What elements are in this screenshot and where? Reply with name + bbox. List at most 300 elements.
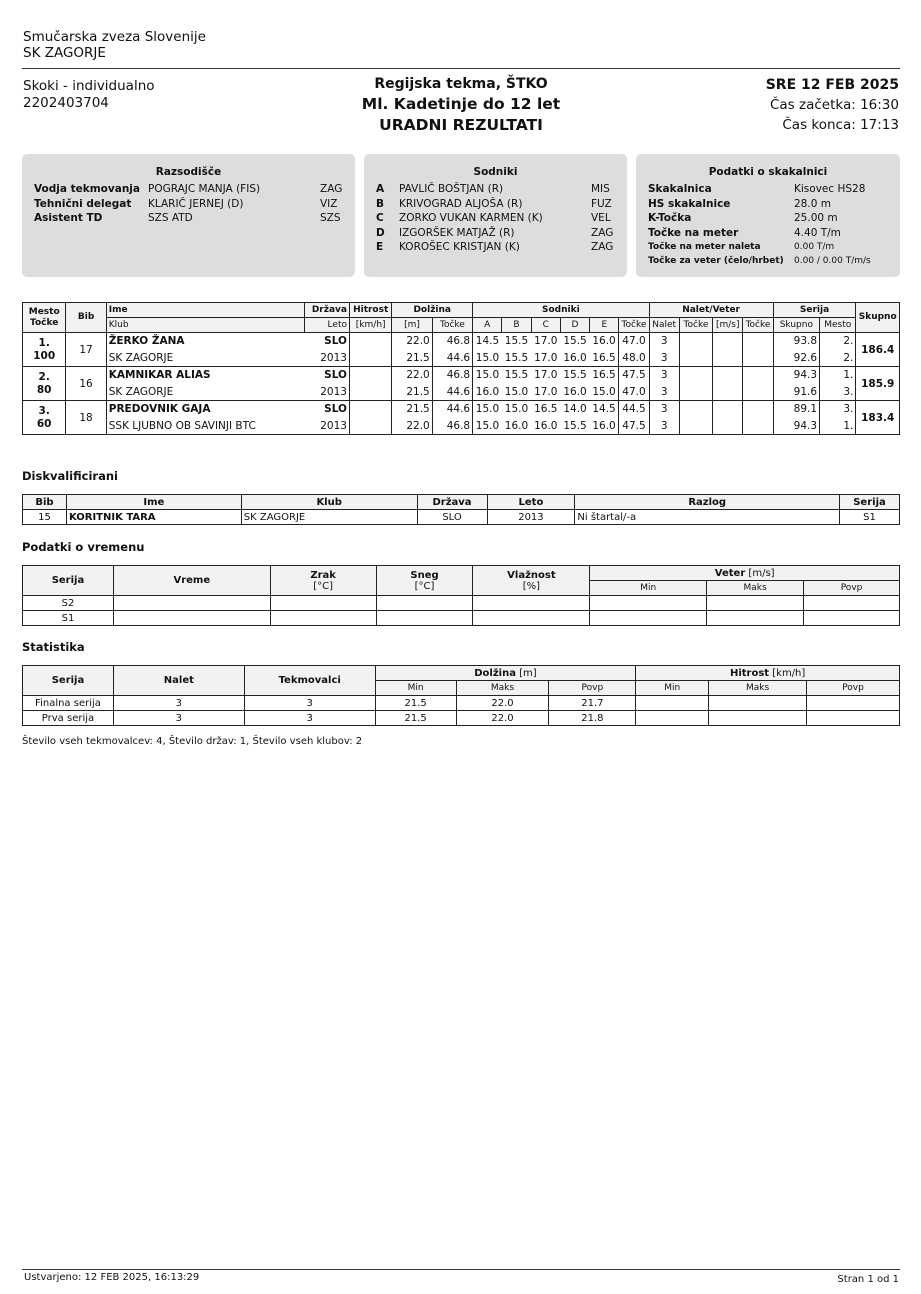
judge-score-c: 17.0 (531, 367, 560, 384)
judge-row (376, 197, 615, 212)
weather-col-snow: Sneg [°C] (376, 566, 473, 596)
stats-col-speed: Hitrost [km/h] (636, 666, 900, 681)
hill-row (648, 240, 888, 254)
stats-title: Statistika (22, 640, 85, 654)
hill-key: Skakalnica (648, 183, 712, 195)
weather-col-wind: Veter [m/s] (590, 566, 900, 581)
hill-value: 28.0 m (794, 197, 831, 210)
col-wind: [m/s] (713, 318, 743, 333)
federation-name: Smučarska zveza Slovenije (23, 29, 206, 45)
weather-cell (270, 596, 376, 611)
weather-cell (590, 596, 707, 611)
weather-cell (376, 611, 473, 626)
judge-score-d: 15.5 (560, 367, 589, 384)
col-bib: Bib (66, 303, 106, 333)
club-name: SK ZAGORJE (23, 45, 106, 61)
judge-score-d: 15.5 (560, 418, 589, 435)
weather-cell (707, 596, 804, 611)
hill-row (648, 226, 888, 241)
dsq-bib: 15 (23, 510, 67, 525)
judge-points: 48.0 (619, 350, 649, 367)
competition-code: 2202403704 (23, 95, 109, 111)
footer-divider (22, 1269, 900, 1270)
athlete-bib: 17 (66, 333, 106, 367)
hill-row (648, 182, 888, 197)
judge-score-a: 15.0 (473, 401, 502, 418)
athlete-rank (23, 333, 66, 367)
hill-value: Kisovec HS28 (794, 183, 866, 195)
weather-title: Podatki o vremenu (22, 540, 145, 554)
hill-value: 4.40 T/m (794, 226, 841, 239)
gate-points (679, 350, 712, 367)
col-gate-pts: Točke (679, 318, 712, 333)
judges-box (364, 154, 627, 277)
weather-cell (804, 611, 900, 626)
judge-score-c: 16.5 (531, 401, 560, 418)
stats-col-series: Serija (23, 666, 114, 696)
stats-speed-min (636, 711, 709, 726)
series-position: 1. (820, 367, 856, 384)
athlete-nation: SLO (304, 401, 349, 418)
judge-score-e: 16.0 (590, 333, 619, 350)
col-club: Klub (106, 318, 304, 333)
col-judge-c: C (531, 318, 560, 333)
stats-row (23, 711, 900, 726)
judge-score-d: 15.5 (560, 333, 589, 350)
dsq-col-year: Leto (487, 495, 575, 510)
end-time: Čas konca: 17:13 (782, 117, 899, 133)
dsq-club: SK ZAGORJE (241, 510, 417, 525)
judge-score-c: 17.0 (531, 333, 560, 350)
col-series-sum: Skupno (773, 318, 819, 333)
col-distance: Dolžina (392, 303, 473, 318)
stats-gate: 3 (113, 711, 244, 726)
judge-score-e: 15.0 (590, 384, 619, 401)
col-rank: Mesto Točke (23, 303, 66, 333)
stats-col-dist-max: Maks (456, 681, 549, 696)
stats-competitors: 3 (244, 696, 375, 711)
table-row (23, 350, 900, 367)
jump-distance-points: 44.6 (432, 401, 472, 418)
weather-cell (473, 611, 590, 626)
athlete-name: ŽERKO ŽANA (106, 333, 304, 350)
hill-title: Podatki o skakalnici (708, 166, 828, 178)
stats-col-gate: Nalet (113, 666, 244, 696)
stats-speed-min (636, 696, 709, 711)
stats-speed-max (709, 711, 807, 726)
judge-score-b: 15.5 (502, 333, 531, 350)
weather-cell (473, 596, 590, 611)
judge-score-b: 15.0 (502, 384, 531, 401)
judge-name: IZGORŠEK MATJAŽ (R) (399, 226, 515, 239)
gate-points (679, 418, 712, 435)
dsq-series: S1 (839, 510, 899, 525)
col-judge-e: E (590, 318, 619, 333)
hill-row (648, 211, 888, 226)
jump-distance: 21.5 (392, 384, 432, 401)
jury-nation: ZAG (320, 183, 343, 195)
series-position: 3. (820, 384, 856, 401)
rank-points: 60 (36, 417, 52, 430)
stats-gate: 3 (113, 696, 244, 711)
table-row (23, 401, 900, 418)
judge-letter: E (376, 241, 384, 253)
weather-col-series: Serija (23, 566, 114, 596)
date-time-block (766, 75, 899, 135)
series-position: 2. (820, 333, 856, 350)
judge-letter: B (376, 197, 385, 210)
jump-distance-points: 46.8 (432, 367, 472, 384)
athlete-year: 2013 (304, 384, 349, 401)
judge-score-b: 16.0 (502, 418, 531, 435)
dsq-reason: Ni štartal/-a (575, 510, 840, 525)
dsq-col-series: Serija (839, 495, 899, 510)
wind-points (743, 350, 773, 367)
judge-nation: FUZ (591, 197, 612, 210)
athlete-total: 183.4 (856, 401, 900, 435)
gate-points (679, 367, 712, 384)
col-judge-pts: Točke (619, 318, 649, 333)
stats-col-distance: Dolžina [m] (375, 666, 636, 681)
event-date: SRE 12 FEB 2025 (765, 77, 899, 93)
athlete-year: 2013 (304, 418, 349, 435)
stats-dist-max: 22.0 (456, 711, 549, 726)
judge-score-b: 15.5 (502, 367, 531, 384)
athlete-club: SK ZAGORJE (106, 350, 304, 367)
results-table (22, 302, 900, 435)
jump-distance-points: 44.6 (432, 350, 472, 367)
wind-points (743, 333, 773, 350)
jump-distance-points: 44.6 (432, 384, 472, 401)
page-number: Stran 1 od 1 (837, 1274, 899, 1285)
col-speed-unit: [km/h] (349, 318, 391, 333)
judge-row (376, 240, 615, 255)
stats-dist-min: 21.5 (375, 711, 456, 726)
dsq-col-name: Ime (66, 495, 241, 510)
judge-points: 47.5 (619, 367, 649, 384)
judge-score-e: 14.5 (590, 401, 619, 418)
stats-summary: Število vseh tekmovalcev: 4, Število držav: 1, Število vseh klubov: 2 (22, 736, 363, 747)
jump-distance-points: 46.8 (432, 333, 472, 350)
judge-score-a: 16.0 (473, 384, 502, 401)
col-gate-wind: Nalet/Veter (649, 303, 773, 318)
jump-distance: 22.0 (392, 418, 432, 435)
jury-row (34, 197, 343, 212)
weather-cell (707, 611, 804, 626)
stats-col-speed-avg: Povp (807, 681, 900, 696)
dsq-table (22, 494, 900, 525)
athlete-year: 2013 (304, 350, 349, 367)
judge-points: 47.0 (619, 333, 649, 350)
weather-col-wind-max: Maks (707, 581, 804, 596)
gate-value: 3 (649, 384, 679, 401)
hill-row (648, 254, 888, 268)
jury-row (34, 211, 343, 226)
jump-speed (349, 401, 391, 418)
table-row (23, 384, 900, 401)
rank-place: 3. (38, 404, 50, 417)
col-wind-pts: Točke (743, 318, 773, 333)
judge-row (376, 226, 615, 241)
created-timestamp: Ustvarjeno: 12 FEB 2025, 16:13:29 (24, 1272, 200, 1283)
col-judges: Sodniki (473, 303, 649, 318)
gate-value: 3 (649, 350, 679, 367)
dsq-col-bib: Bib (23, 495, 67, 510)
dsq-col-reason: Razlog (575, 495, 840, 510)
jury-box (22, 154, 355, 277)
judge-row (376, 182, 615, 197)
wind-points (743, 418, 773, 435)
judge-score-b: 15.5 (502, 350, 531, 367)
judge-nation: ZAG (591, 241, 614, 253)
athlete-total: 185.9 (856, 367, 900, 401)
rank-points: 80 (36, 383, 52, 396)
weather-series: S1 (23, 611, 114, 626)
col-speed: Hitrost (349, 303, 391, 318)
jury-name: SZS ATD (148, 212, 193, 224)
weather-col-wind-avg: Povp (804, 581, 900, 596)
weather-series: S2 (23, 596, 114, 611)
stats-col-speed-max: Maks (709, 681, 807, 696)
judge-nation: MIS (591, 183, 610, 195)
jump-speed (349, 367, 391, 384)
col-judge-d: D (560, 318, 589, 333)
weather-table (22, 565, 900, 626)
judge-score-d: 16.0 (560, 384, 589, 401)
col-dist-pts: Točke (432, 318, 472, 333)
dsq-year: 2013 (487, 510, 575, 525)
gate-value: 3 (649, 418, 679, 435)
wind-points (743, 367, 773, 384)
rank-place: 2. (38, 370, 50, 383)
series-position: 2. (820, 350, 856, 367)
table-row (23, 367, 900, 384)
gate-points (679, 401, 712, 418)
jury-name: KLARIČ JERNEJ (D) (148, 197, 244, 210)
judge-score-c: 17.0 (531, 384, 560, 401)
judge-letter: A (376, 183, 385, 195)
table-row (23, 418, 900, 435)
col-series-pos: Mesto (820, 318, 856, 333)
weather-row (23, 596, 900, 611)
wind-value (713, 401, 743, 418)
jury-name: POGRAJC MANJA (FIS) (148, 183, 261, 195)
col-judge-a: A (473, 318, 502, 333)
wind-value (713, 384, 743, 401)
jury-title: Razsodišče (155, 166, 222, 178)
stats-col-speed-min: Min (636, 681, 709, 696)
judge-nation: ZAG (591, 226, 614, 239)
stats-col-competitors: Tekmovalci (244, 666, 375, 696)
judge-score-c: 16.0 (531, 418, 560, 435)
jump-speed (349, 384, 391, 401)
judge-points: 44.5 (619, 401, 649, 418)
hill-value: 25.00 m (794, 212, 838, 224)
stats-dist-min: 21.5 (375, 696, 456, 711)
judge-name: KRIVOGRAD ALJOŠA (R) (399, 197, 523, 210)
series-sum: 91.6 (773, 384, 819, 401)
weather-cell (376, 596, 473, 611)
col-total: Skupno (856, 303, 900, 333)
weather-col-humidity: Vlažnost [%] (473, 566, 590, 596)
stats-speed-max (709, 696, 807, 711)
start-time: Čas začetka: 16:30 (769, 97, 899, 113)
stats-col-dist-avg: Povp (549, 681, 636, 696)
gate-value: 3 (649, 401, 679, 418)
stats-row (23, 696, 900, 711)
dsq-row (23, 510, 900, 525)
weather-col-air: Zrak [°C] (270, 566, 376, 596)
judge-points: 47.0 (619, 384, 649, 401)
col-dist-m: [m] (392, 318, 432, 333)
athlete-club: SSK LJUBNO OB SAVINJI BTC (106, 418, 304, 435)
col-series: Serija (773, 303, 856, 318)
athlete-bib: 16 (66, 367, 106, 401)
jump-speed (349, 350, 391, 367)
jury-nation: VIZ (320, 197, 338, 210)
hill-key: K-Točka (648, 212, 692, 224)
event-title-block (300, 75, 622, 136)
judge-score-a: 15.0 (473, 350, 502, 367)
judge-score-a: 15.0 (473, 418, 502, 435)
jump-distance: 21.5 (392, 401, 432, 418)
jury-role: Vodja tekmovanja (34, 183, 140, 195)
weather-row (23, 611, 900, 626)
dsq-nation: SLO (417, 510, 487, 525)
athlete-nation: SLO (304, 333, 349, 350)
col-name: Ime (106, 303, 304, 318)
hill-value: 0.00 T/m (794, 242, 835, 252)
series-position: 3. (820, 401, 856, 418)
weather-cell (113, 611, 270, 626)
jump-speed (349, 333, 391, 350)
rank-points: 100 (33, 349, 56, 362)
jump-distance: 22.0 (392, 367, 432, 384)
stats-speed-avg (807, 711, 900, 726)
series-sum: 94.3 (773, 418, 819, 435)
jury-role: Asistent TD (34, 212, 103, 224)
gate-value: 3 (649, 367, 679, 384)
gate-value: 3 (649, 333, 679, 350)
document-type: URADNI REZULTATI (379, 116, 543, 134)
judge-letter: D (376, 226, 385, 239)
series-sum: 89.1 (773, 401, 819, 418)
judge-points: 47.5 (619, 418, 649, 435)
hill-row (648, 197, 888, 212)
judge-score-e: 16.0 (590, 418, 619, 435)
wind-points (743, 401, 773, 418)
athlete-name: PREDOVNIK GAJA (106, 401, 304, 418)
event-name: Regijska tekma, ŠTKO (374, 76, 548, 92)
hill-key: Točke za veter (čelo/hrbet) (648, 256, 784, 266)
athlete-rank (23, 367, 66, 401)
judge-name: KOROŠEC KRISTJAN (K) (399, 241, 520, 253)
judge-score-e: 16.5 (590, 367, 619, 384)
series-sum: 94.3 (773, 367, 819, 384)
dsq-name: KORITNIK TARA (66, 510, 241, 525)
wind-points (743, 384, 773, 401)
judge-score-e: 16.5 (590, 350, 619, 367)
dsq-title: Diskvalificirani (22, 469, 118, 483)
jury-nation: SZS (320, 212, 341, 224)
col-nation: Država (304, 303, 349, 318)
hill-key: Točke na meter (648, 226, 739, 239)
stats-dist-avg: 21.8 (549, 711, 636, 726)
judge-row (376, 211, 615, 226)
weather-cell (270, 611, 376, 626)
stats-competitors: 3 (244, 711, 375, 726)
stats-dist-avg: 21.7 (549, 696, 636, 711)
hill-key: Točke na meter naleta (648, 242, 761, 252)
athlete-rank (23, 401, 66, 435)
judge-name: PAVLIČ BOŠTJAN (R) (399, 183, 504, 195)
wind-value (713, 367, 743, 384)
gate-points (679, 333, 712, 350)
stats-col-dist-min: Min (375, 681, 456, 696)
athlete-nation: SLO (304, 367, 349, 384)
stats-dist-max: 22.0 (456, 696, 549, 711)
athlete-club: SK ZAGORJE (106, 384, 304, 401)
wind-value (713, 350, 743, 367)
judge-score-c: 17.0 (531, 350, 560, 367)
gate-points (679, 384, 712, 401)
table-row (23, 333, 900, 350)
stats-speed-avg (807, 696, 900, 711)
judge-letter: C (376, 212, 384, 224)
series-position: 1. (820, 418, 856, 435)
weather-cell (590, 611, 707, 626)
weather-cell (113, 596, 270, 611)
judge-score-b: 15.0 (502, 401, 531, 418)
series-sum: 92.6 (773, 350, 819, 367)
series-sum: 93.8 (773, 333, 819, 350)
jury-row (34, 182, 343, 197)
weather-col-weather: Vreme (113, 566, 270, 596)
category: Ml. Kadetinje do 12 let (361, 95, 561, 113)
discipline: Skoki - individualno (23, 78, 155, 94)
athlete-name: KAMNIKAR ALIAS (106, 367, 304, 384)
col-judge-b: B (502, 318, 531, 333)
hill-box (636, 154, 900, 277)
jump-distance-points: 46.8 (432, 418, 472, 435)
wind-value (713, 418, 743, 435)
jump-distance: 21.5 (392, 350, 432, 367)
athlete-bib: 18 (66, 401, 106, 435)
stats-series: Prva serija (23, 711, 114, 726)
competition-info (23, 78, 155, 112)
dsq-col-nation: Država (417, 495, 487, 510)
athlete-total: 186.4 (856, 333, 900, 367)
judge-score-a: 15.0 (473, 367, 502, 384)
jump-distance: 22.0 (392, 333, 432, 350)
judge-name: ZORKO VUKAN KARMEN (K) (399, 212, 543, 224)
jump-speed (349, 418, 391, 435)
judge-score-a: 14.5 (473, 333, 502, 350)
judge-score-d: 14.0 (560, 401, 589, 418)
judges-title: Sodniki (473, 166, 518, 178)
dsq-col-club: Klub (241, 495, 417, 510)
col-year: Leto (304, 318, 349, 333)
organizer (23, 29, 206, 61)
col-gate: Nalet (649, 318, 679, 333)
hill-value: 0.00 / 0.00 T/m/s (794, 256, 871, 266)
wind-value (713, 333, 743, 350)
judge-nation: VEL (591, 212, 611, 224)
jury-role: Tehnični delegat (34, 197, 132, 210)
header-divider (22, 68, 900, 69)
stats-series: Finalna serija (23, 696, 114, 711)
judge-score-d: 16.0 (560, 350, 589, 367)
